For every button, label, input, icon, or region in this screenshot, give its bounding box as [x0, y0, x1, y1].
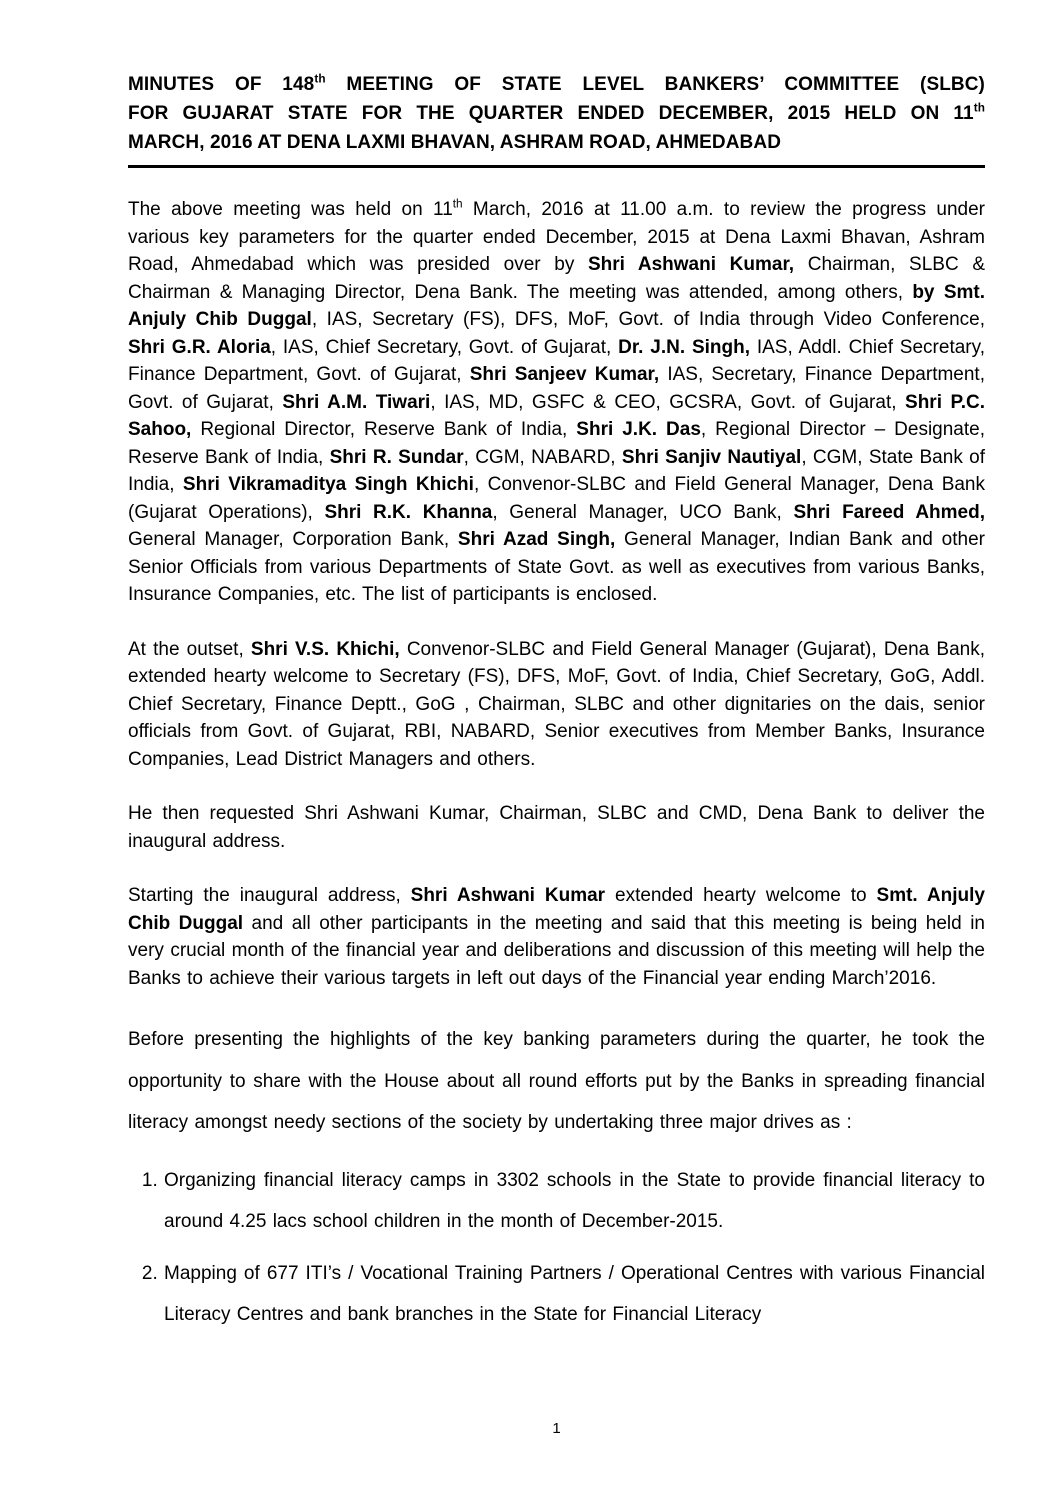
bold-text-run: Shri R. Sundar [329, 446, 464, 468]
text-run: General Manager, Indian Bank and other Senior Officials from various Departments of State Govt. as well as executives from various Banks, Insurance Companies, etc. The list of participants is enclosed. [128, 529, 985, 605]
bold-text-run: Shri Sanjeev Kumar, [469, 364, 660, 385]
numbered-list [128, 1160, 985, 1336]
text-run: , IAS, MD, GSFC & CEO, GCSRA, Govt. of Gujarat, [430, 391, 906, 413]
text-run: , IAS, Chief Secretary, Govt. of Gujarat, [270, 336, 619, 358]
bold-text-run: Shri V.S. Khichi, [250, 638, 400, 660]
text-run: Starting the inaugural address, [128, 885, 411, 906]
text-run: FOR GUJARAT STATE FOR THE QUARTER ENDED DECEMBER, 2015 HELD ON 11 [128, 103, 974, 124]
bold-text-run: Shri A.M. Tiwari [282, 391, 431, 413]
text-run: IAS, Secretary, Finance Department, Govt. of Gujarat, [128, 364, 985, 413]
text-run: , General Manager, UCO Bank, [492, 501, 794, 523]
text-run: , Convenor-SLBC and Field General Manager, Dena Bank (Gujarat Operations), [128, 474, 986, 523]
paragraph [128, 636, 985, 774]
bold-text-run: by Smt. Anjuly Chib Duggal [128, 281, 985, 330]
bold-text-run: Shri Sanjiv Nautiyal [621, 446, 802, 468]
title-line [128, 128, 985, 157]
list-item [164, 1160, 985, 1243]
paragraph [128, 800, 985, 855]
bold-text-run: Shri Azad Singh, [457, 529, 616, 550]
title-line [128, 70, 985, 99]
bold-text-run: Shri Ashwani Kumar, [587, 254, 795, 275]
text-run: , CGM, State Bank of India, [128, 446, 985, 495]
superscript-text: th [973, 101, 985, 115]
text-run: IAS, Addl. Chief Secretary, Finance Department, Govt. of Gujarat, [128, 336, 985, 385]
text-run: Chairman, SLBC & Chairman & Managing Director, Dena Bank. The meeting was attended, among others, [128, 254, 985, 303]
document-title [128, 70, 985, 157]
text-run: Before presenting the highlights of the key banking parameters during the quarter, he took the opportunity to share with the House about all round efforts put by the Banks in spreading financial literacy amongst needy sections of the society by undertaking three major drives as : [128, 1029, 985, 1133]
text-run: MEETING OF STATE LEVEL BANKERS’ COMMITTEE (SLBC) [325, 74, 985, 95]
text-run: , IAS, Secretary (FS), DFS, MoF, Govt. of India through Video Conference, [311, 309, 986, 330]
title-line [128, 99, 985, 128]
text-run: Mapping of 677 ITI’s / Vocational Training Partners / Operational Centres with various Financial Literacy Centres and bank branches in the State for Financial Literacy [164, 1262, 985, 1325]
bold-text-run: Smt. Anjuly Chib Duggal [128, 885, 985, 934]
text-run: , CGM, NABARD, [463, 446, 622, 468]
superscript-text: th [452, 197, 463, 211]
bold-text-run: Shri Vikramaditya Singh Khichi [182, 474, 474, 495]
bold-text-run: Shri Ashwani Kumar [410, 885, 606, 906]
bold-text-run: Shri P.C. Sahoo, [128, 391, 985, 440]
paragraph [128, 1019, 985, 1144]
text-run: Regional Director, Reserve Bank of India, [191, 419, 577, 440]
text-run: and all other participants in the meeting and said that this meeting is being held in very crucial month of the financial year and deliberations and discussion of this meeting will help the Banks to achieve their various targets in left out days of the Financial year ending March’2016. [128, 912, 985, 989]
bold-text-run: Dr. J.N. Singh, [618, 336, 750, 358]
document-body [128, 196, 985, 1336]
text-run: Convenor-SLBC and Field General Manager (Gujarat), Dena Bank, extended hearty welcome to Secretary (FS), DFS, MoF, Govt. of India, Chief Secretary, GoG, Addl. Chief Secretary, Finance Deptt., GoG , Chairman, SLBC and other dignitaries on the dais, senior officials from Govt. of Gujarat, RBI, NABARD, Senior executives from Member Banks, Insurance Companies, Lead District Managers and others. [128, 638, 985, 770]
bold-text-run: Shri Fareed Ahmed, [793, 501, 985, 523]
paragraph [128, 196, 985, 609]
title-underline-rule [128, 165, 985, 168]
bold-text-run: Shri G.R. Aloria [128, 336, 271, 358]
text-run: The above meeting was held on 11 [128, 199, 453, 220]
paragraph [128, 882, 985, 992]
superscript-text: th [314, 72, 326, 86]
text-run: At the outset, [128, 638, 251, 660]
list-item [164, 1253, 985, 1336]
bold-text-run: Shri R.K. Khanna [324, 501, 493, 523]
text-run: MARCH, 2016 AT DENA LAXMI BHAVAN, ASHRAM ROAD, AHMEDABAD [128, 132, 782, 153]
text-run: General Manager, Corporation Bank, [128, 529, 458, 550]
text-run: Organizing financial literacy camps in 3302 schools in the State to provide financial literacy to around 4.25 lacs school children in the month of December-2015. [164, 1169, 985, 1232]
text-run: He then requested Shri Ashwani Kumar, Chairman, SLBC and CMD, Dena Bank to deliver the inaugural address. [128, 803, 985, 852]
text-run: MINUTES OF 148 [128, 74, 315, 95]
text-run: , Regional Director – Designate, Reserve Bank of India, [128, 419, 985, 468]
page-number: 1 [552, 1420, 561, 1437]
text-run: extended hearty welcome to [605, 885, 877, 906]
bold-text-run: Shri J.K. Das [576, 419, 701, 440]
text-run: March, 2016 at 11.00 a.m. to review the progress under various key parameters for the quarter ended December, 2015 at Dena Laxmi Bhavan, Ashram Road, Ahmedabad which was presided over by [128, 199, 986, 275]
